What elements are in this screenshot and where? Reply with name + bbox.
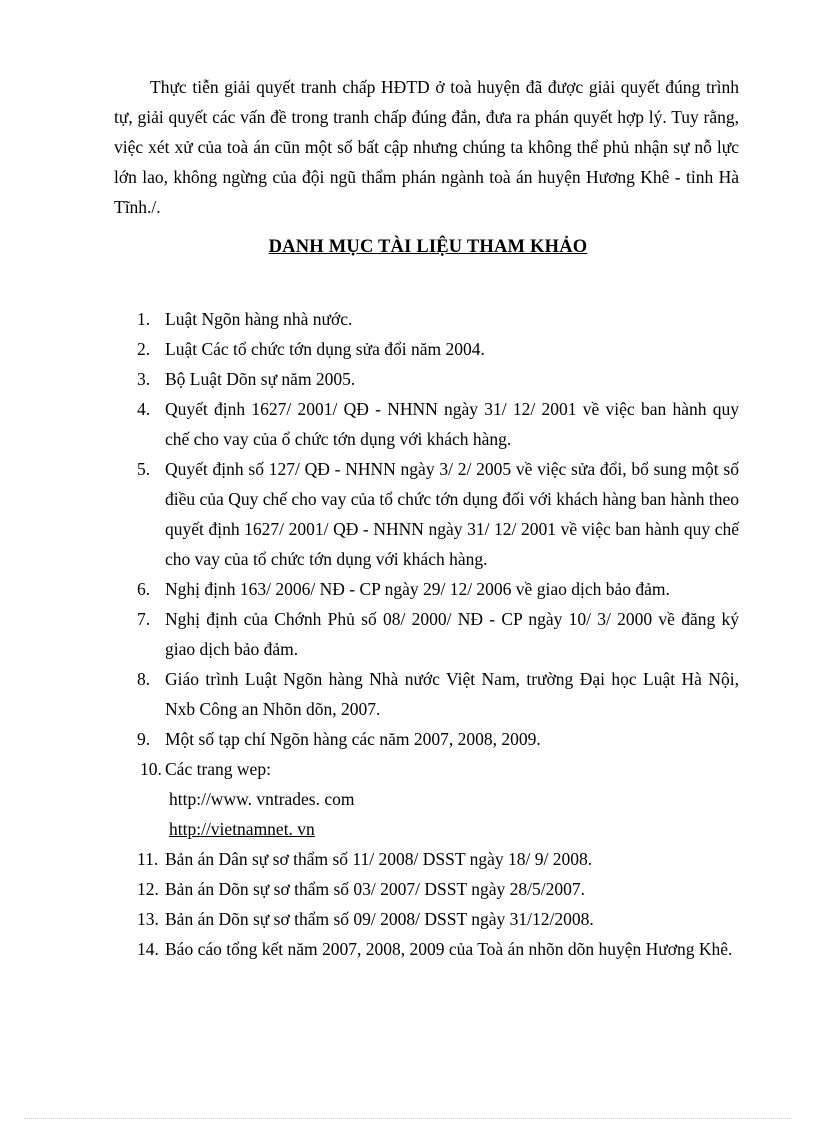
reference-item-7 [137,604,739,664]
reference-item-13 [137,904,739,934]
conclusion-paragraph: Thực tiễn giải quyết tranh chấp HĐTD ở toà huyện đã được giải quyết đúng trình tự, giải quyết các vấn đề trong tranh chấp đúng đắn, đưa ra phán quyết hợp lý. Tuy rằng, việc xét xử của toà án cũn một số bất cập nhưng chúng ta không thể phủ nhận sự nỗ lực lớn lao, không ngừng của đội ngũ thẩm phán ngành toà án huyện Hương Khê - tỉnh Hà Tĩnh./. [114,77,739,217]
page-bottom-divider [24,1118,792,1119]
reference-text: Nghị định 163/ 2006/ NĐ - CP ngày 29/ 12/ 2006 về giao dịch bảo đảm. [165,579,670,599]
reference-number: 9. [137,729,151,749]
reference-number: 12. [137,879,159,899]
reference-text: Một số tạp chí Ngõn hàng các năm 2007, 2008, 2009. [165,729,541,749]
reference-item-6 [137,574,739,604]
reference-number: 1. [137,309,151,329]
reference-text: Nghị định của Chớnh Phủ số 08/ 2000/ NĐ - CP ngày 10/ 3/ 2000 về đăng ký giao dịch bảo đảm. [165,609,739,659]
reference-item-10 [137,754,739,844]
reference-number: 3. [137,369,151,389]
reference-number: 4. [137,399,151,419]
reference-number: 5. [137,459,151,479]
reference-item-3 [137,364,739,394]
reference-list [137,304,739,964]
reference-item-4 [137,394,739,454]
reference-text: Quyết định 1627/ 2001/ QĐ - NHNN ngày 31/ 12/ 2001 về việc ban hành quy chế cho vay của ổ chức tớn dụng với khách hàng. [165,399,739,449]
reference-item-5 [137,454,739,574]
reference-number: 14. [137,939,159,959]
reference-text: Giáo trình Luật Ngõn hàng Nhà nước Việt Nam, trường Đại học Luật Hà Nội, Nxb Công an Nhõn dõn, 2007. [165,669,739,719]
reference-item-2 [137,334,739,364]
website-link-vietnamnet[interactable]: http://vietnamnet. vn [169,819,315,839]
references-heading: DANH MỤC TÀI LIỆU THAM KHẢO [268,237,588,257]
reference-item-1 [137,304,739,334]
reference-text: Bản án Dân sự sơ thẩm số 11/ 2008/ DSST ngày 18/ 9/ 2008. [165,849,593,869]
reference-item-12 [137,874,739,904]
reference-number: 7. [137,609,151,629]
reference-text: Bản án Dõn sự sơ thẩm số 09/ 2008/ DSST ngày 31/12/2008. [165,909,594,929]
reference-item-9 [137,724,739,754]
reference-text: Bộ Luật Dõn sự năm 2005. [165,369,356,389]
reference-number: 6. [137,579,151,599]
reference-text: Các trang wep: [165,759,271,779]
reference-text: Bản án Dõn sự sơ thẩm số 03/ 2007/ DSST ngày 28/5/2007. [165,879,585,899]
reference-text: Luật Các tổ chức tớn dụng sửa đổi năm 2004. [165,339,485,359]
reference-number: 10. [140,759,162,779]
reference-number: 13. [137,909,159,929]
reference-text: Quyết định số 127/ QĐ - NHNN ngày 3/ 2/ 2005 về việc sửa đổi, bổ sung một số điều của Quy chế cho vay của tổ chức tớn dụng đối với khách hàng ban hành theo quyết định 1627/ 2001/ QĐ - NHNN ngày 31/ 12/ 2001 về việc ban hành quy chế cho vay của tổ chức tớn dụng với khách hàng. [165,459,739,569]
reference-number: 8. [137,669,151,689]
reference-text: Luật Ngõn hàng nhà nước. [165,309,353,329]
reference-number: 2. [137,339,151,359]
reference-number: 11. [137,849,159,869]
reference-item-14 [137,934,739,964]
website-link-vntrades[interactable]: http://www. vntrades. com [169,789,355,809]
reference-text: Báo cáo tổng kết năm 2007, 2008, 2009 của Toà án nhõn dõn huyện Hương Khê. [165,939,733,959]
reference-item-11 [137,844,739,874]
reference-item-8 [137,664,739,724]
